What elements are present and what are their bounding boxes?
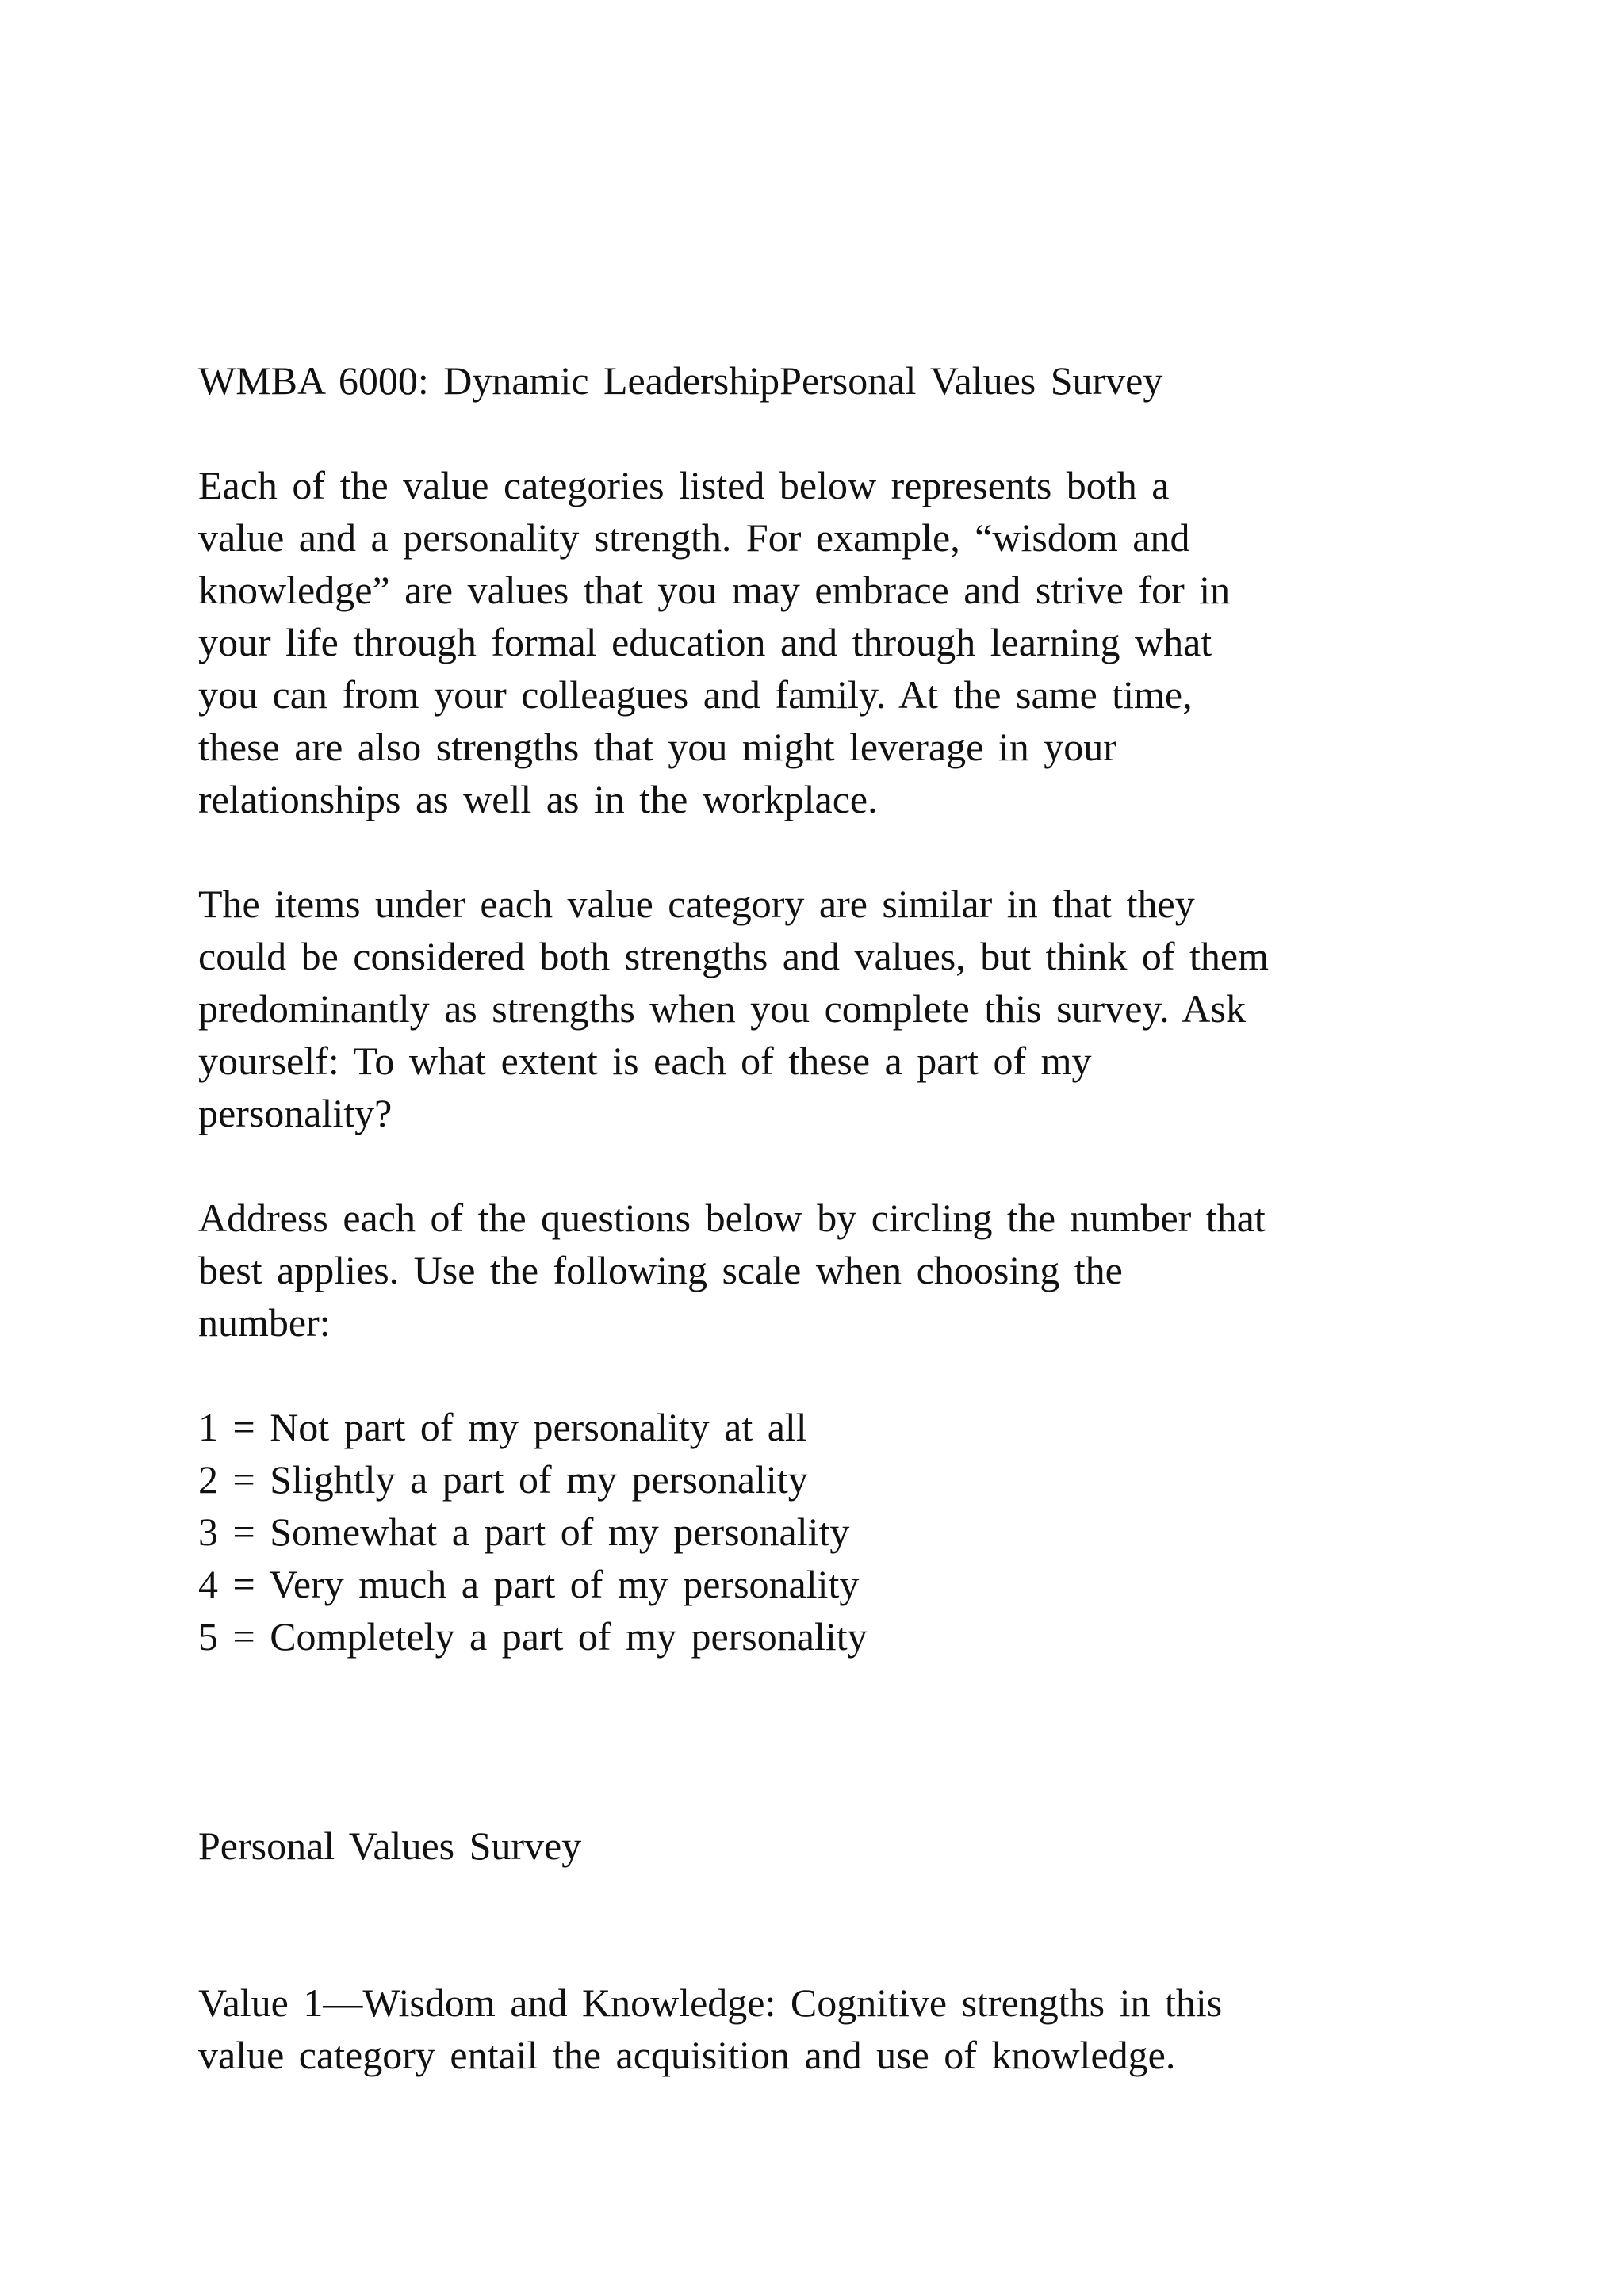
document-title: WMBA 6000: Dynamic LeadershipPersonal Values Survey [198,358,1163,403]
instructions-line: best applies. Use the following scale when choosing the [198,1248,1123,1292]
items-line: could be considered both strengths and values, but think of them [198,934,1270,978]
intro-line: these are also strengths that you might leverage in your [198,725,1116,769]
scale-item: 4 = Very much a part of my personality [198,1562,860,1606]
scale-item: 3 = Somewhat a part of my personality [198,1510,850,1554]
intro-line: relationships as well as in the workplace. [198,777,878,821]
items-line: yourself: To what extent is each of these a part of my [198,1039,1092,1083]
intro-line: Each of the value categories listed below represents both a [198,463,1170,507]
scale-item: 2 = Slightly a part of my personality [198,1457,808,1502]
scale-item: 5 = Completely a part of my personality [198,1614,868,1659]
items-line: predominantly as strengths when you complete this survey. Ask [198,986,1246,1031]
items-line: personality? [198,1091,393,1135]
instructions-line: number: [198,1300,331,1345]
items-line: The items under each value category are similar in that they [198,882,1195,926]
intro-line: value and a personality strength. For example, “wisdom and [198,515,1190,560]
section-heading: Personal Values Survey [198,1823,582,1868]
intro-line: you can from your colleagues and family. At the same time, [198,672,1193,717]
intro-line: knowledge” are values that you may embrace and strive for in [198,568,1231,612]
intro-line: your life through formal education and through learning what [198,620,1212,664]
value-1-line: value category entail the acquisition and use of knowledge. [198,2033,1176,2077]
scale-item: 1 = Not part of my personality at all [198,1405,807,1449]
value-1-line: Value 1—Wisdom and Knowledge: Cognitive strengths in this [198,1980,1223,2025]
instructions-line: Address each of the questions below by circling the number that [198,1196,1266,1240]
